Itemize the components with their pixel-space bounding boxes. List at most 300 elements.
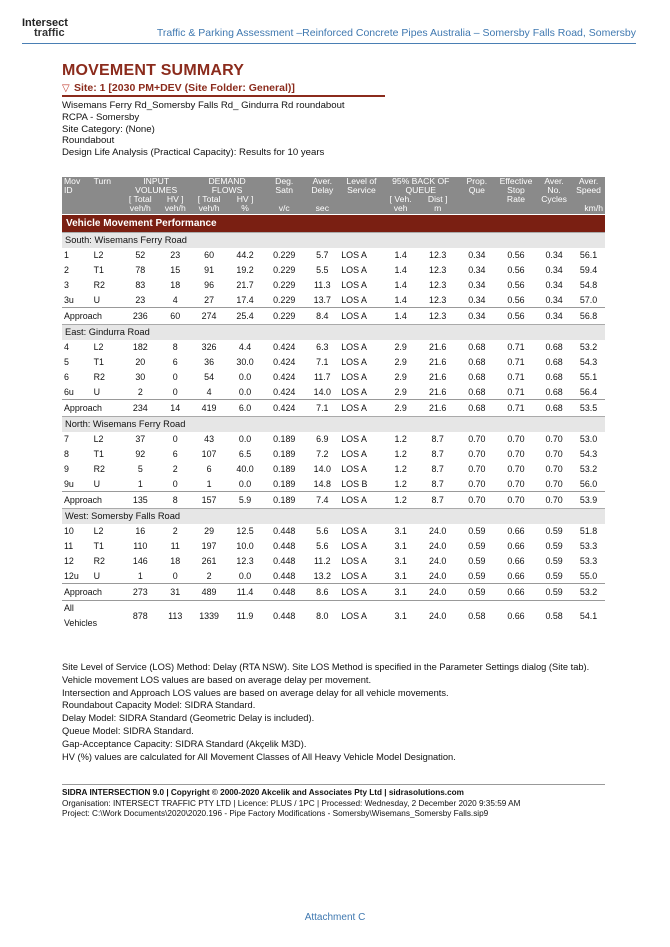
table-cell: 24.0 [418, 601, 458, 632]
unit-sec: sec [305, 204, 339, 215]
table-cell: 53.3 [579, 556, 598, 566]
group-name: South: Wisemans Ferry Road [62, 233, 605, 248]
approach-row [62, 400, 605, 417]
table-cell: 2 [206, 570, 212, 581]
table-cell: 0.34 [468, 250, 486, 260]
table-cell: 0.68 [545, 372, 563, 382]
table-cell: 6u [64, 386, 74, 397]
table-cell: 0.59 [468, 556, 486, 566]
col-input: INPUT [121, 177, 191, 186]
table-cell: 0.189 [263, 492, 305, 509]
group-name: North: Wisemans Ferry Road [62, 417, 605, 432]
table-cell: 2.9 [384, 400, 418, 417]
col-total: [ Total [191, 195, 227, 204]
col-aver-no: Aver. [536, 177, 572, 186]
table-cell: 56.4 [579, 386, 598, 397]
table-cell: L2 [93, 342, 104, 352]
table-cell: 21.6 [429, 357, 447, 367]
table-cell: 0.70 [545, 434, 563, 444]
approach-row [62, 308, 605, 325]
footer-organisation: Organisation: INTERSECT TRAFFIC PTY LTD | Licence: PLUS / 1PC | Processed: Wednesday, 2 December 2020 9:35:59 AM [62, 798, 521, 808]
table-cell: 1.2 [394, 434, 407, 444]
table-cell: 3.1 [394, 570, 407, 581]
site-info [62, 100, 345, 159]
table-cell: 14.0 [313, 386, 331, 397]
table-cell: 21.6 [429, 386, 447, 397]
col-rate: Rate [496, 195, 536, 204]
info-line: Wisemans Ferry Rd_Somersby Falls Rd_ Gindurra Rd roundabout [62, 100, 345, 111]
table-cell: 2 [137, 386, 143, 397]
note-line: Site Level of Service (LOS) Method: Delay (RTA NSW). Site LOS Method is specified in the Parameter Settings dialog (Site tab). [62, 662, 590, 672]
table-cell: 13.2 [313, 570, 331, 581]
table-cell: 60 [204, 250, 215, 260]
table-cell: 2.9 [394, 357, 407, 367]
table-row [62, 539, 605, 554]
table-cell: 0.56 [496, 308, 536, 325]
table-cell: 8.4 [305, 308, 339, 325]
page-title: MOVEMENT SUMMARY [62, 62, 245, 79]
approach-row [62, 492, 605, 509]
table-cell: 9u [64, 478, 74, 489]
table-cell: 157 [191, 492, 227, 509]
table-cell: 0.448 [263, 601, 305, 632]
col-total: [ Total [121, 195, 159, 204]
table-cell: 8 [64, 449, 69, 459]
table-cell: 8.7 [418, 492, 458, 509]
table-cell: 24.0 [429, 570, 447, 581]
footer [62, 784, 605, 820]
table-cell: 0.70 [496, 492, 536, 509]
table-cell: 0.59 [468, 570, 486, 581]
col-turn: Turn [92, 177, 122, 186]
table-cell: 197 [201, 541, 217, 551]
table-cell: 19.2 [236, 265, 254, 275]
table-cell: LOS A [339, 584, 383, 601]
table-cell: LOS A [341, 449, 367, 459]
col-que: Que [458, 186, 496, 195]
unit-vc: v/c [263, 204, 305, 215]
table-cell: 1.4 [394, 250, 407, 260]
table-cell: 0.68 [545, 386, 563, 397]
table-cell: R2 [93, 464, 105, 474]
table-cell: 96 [204, 280, 215, 290]
all-vehicles-text [64, 601, 119, 631]
table-cell: 0.66 [496, 601, 536, 632]
table-cell: 0.229 [263, 308, 305, 325]
table-cell: LOS A [341, 434, 367, 444]
table-cell: 0 [172, 570, 178, 581]
table-cell: 0.70 [468, 464, 486, 474]
table-cell: 0.70 [507, 464, 525, 474]
table-cell: 0.70 [545, 478, 563, 489]
table-cell: 0.0 [238, 478, 252, 489]
table-cell: 1 [206, 478, 212, 489]
table-cell: 0.34 [468, 294, 486, 305]
table-cell: 2 [172, 526, 178, 536]
table-cell: LOS A [341, 526, 367, 536]
table-cell: 0.229 [273, 250, 296, 260]
note-line: Queue Model: SIDRA Standard. [62, 725, 194, 736]
table-cell: 11.9 [227, 601, 263, 632]
movement-table [62, 177, 605, 631]
table-cell: 31 [159, 584, 191, 601]
approach-label: Approach [62, 492, 121, 509]
unit-vehh: veh/h [121, 204, 159, 215]
table-cell: 0 [172, 386, 178, 397]
table-cell: 0.66 [507, 541, 525, 551]
table-cell: L2 [93, 526, 104, 536]
table-cell: 0.59 [468, 541, 486, 551]
col-no: No. [536, 186, 572, 195]
table-cell: 0.0 [238, 372, 252, 382]
table-cell: 107 [201, 449, 217, 459]
table-cell: 273 [121, 584, 159, 601]
table-row [62, 248, 605, 263]
table-cell: 0.70 [507, 434, 525, 444]
table-cell: 44.2 [236, 250, 254, 260]
info-line: Design Life Analysis (Practical Capacity): Results for 10 years [62, 147, 325, 159]
group-name: West: Somersby Falls Road [62, 509, 605, 524]
table-cell: LOS A [341, 280, 367, 290]
table-row [62, 447, 605, 462]
table-cell: LOS A [341, 541, 367, 551]
table-cell: 18 [170, 556, 181, 566]
table-row [62, 569, 605, 584]
col-aver-delay: Aver. [305, 177, 339, 186]
table-cell: 15 [170, 265, 181, 275]
table-cell: 7.1 [305, 400, 339, 417]
table-cell: 9 [64, 464, 69, 474]
table-cell: 4 [206, 386, 212, 397]
note-line: HV (%) values are calculated for All Movement Classes of All Heavy Vehicle Model Designation. [62, 751, 456, 762]
table-cell: 30 [135, 372, 146, 382]
table-cell: 0.229 [273, 265, 296, 275]
table-cell: 236 [121, 308, 159, 325]
table-cell: 18 [170, 280, 181, 290]
table-cell: 0 [172, 434, 178, 444]
table-cell: 5 [64, 357, 69, 367]
table-cell: 0.448 [273, 526, 296, 536]
table-cell: 1.4 [384, 308, 418, 325]
table-cell: 3.1 [384, 584, 418, 601]
table-cell: 2.9 [394, 342, 407, 352]
table-cell: 10.0 [236, 541, 254, 551]
table-cell: 8.0 [305, 601, 339, 632]
table-cell: 12.3 [429, 265, 447, 275]
table-cell: 3.1 [394, 541, 407, 551]
notes [62, 661, 589, 763]
table-cell: R2 [93, 280, 105, 290]
site-label: Site: 1 [2030 PM+DEV (Site Folder: General)] [74, 82, 295, 94]
col-queue: QUEUE [384, 186, 458, 195]
table-header [62, 177, 605, 215]
table-row [62, 432, 605, 447]
note-line: Delay Model: SIDRA Standard (Geometric Delay is included). [62, 713, 315, 724]
table-cell: 234 [121, 400, 159, 417]
table-cell: 0.448 [273, 556, 296, 566]
table-cell: 0.0 [238, 386, 252, 397]
table-cell: 24.0 [429, 526, 447, 536]
table-cell: 52 [135, 250, 146, 260]
table-row [62, 385, 605, 400]
table-cell: 36 [204, 357, 215, 367]
table-row [62, 524, 605, 539]
table-cell: 0.71 [507, 342, 525, 352]
movement-table-wrapper [62, 177, 605, 631]
table-cell: 1.4 [394, 280, 407, 290]
logo-line2: traffic [34, 27, 65, 39]
table-cell: 3.1 [394, 526, 407, 536]
table-cell: 11 [64, 541, 74, 551]
table-cell: U [93, 386, 101, 397]
table-cell: 8 [172, 342, 178, 352]
group-name: East: Gindurra Road [62, 325, 605, 340]
table-cell: 3.1 [394, 556, 407, 566]
table-row [62, 278, 605, 293]
group-header [62, 417, 605, 432]
table-cell: 0 [172, 372, 178, 382]
table-cell: 0.70 [468, 449, 486, 459]
table-cell: 0.59 [545, 526, 563, 536]
table-cell: 53.5 [572, 400, 605, 417]
table-cell: 23 [170, 250, 181, 260]
table-cell: 0.71 [507, 372, 525, 382]
table-cell: 0.70 [507, 478, 525, 489]
table-cell: 8.7 [431, 478, 444, 489]
table-cell: 489 [191, 584, 227, 601]
table-cell: 12.3 [429, 250, 447, 260]
col-back-of: 95% BACK OF [384, 177, 458, 186]
table-cell: 1339 [191, 601, 227, 632]
company-logo [22, 18, 68, 38]
table-cell: 12.3 [236, 556, 254, 566]
table-cell: 5.7 [316, 250, 329, 260]
table-cell: 182 [132, 342, 148, 352]
table-cell: 6.0 [227, 400, 263, 417]
col-dist: Dist ] [418, 195, 458, 204]
table-row [62, 477, 605, 492]
table-cell: 5 [137, 464, 143, 474]
table-cell: 0.68 [468, 342, 486, 352]
table-cell: 0.56 [507, 280, 525, 290]
table-cell: T1 [93, 541, 104, 551]
table-cell: 0.229 [273, 280, 296, 290]
table-cell: 40.0 [236, 464, 254, 474]
table-row [62, 370, 605, 385]
table-cell: 7.4 [305, 492, 339, 509]
table-cell: 53.9 [572, 492, 605, 509]
footer-project: Project: C:\Work Documents\2020\2020.196 - Pipe Factory Modifications - Somersby\Wisemans_Somersby Falls.sip9 [62, 809, 489, 818]
table-cell: 113 [159, 601, 191, 632]
table-cell: 11.2 [314, 556, 331, 566]
table-cell: 0.59 [536, 584, 572, 601]
table-cell: 2.9 [394, 386, 407, 397]
table-cell: LOS A [341, 357, 367, 367]
table-cell: 0.68 [468, 372, 486, 382]
table-cell: LOS A [341, 342, 367, 352]
table-cell: 21.6 [429, 342, 447, 352]
table-cell: 4 [64, 342, 69, 352]
table-cell: 13.7 [313, 294, 331, 305]
table-cell: 25.4 [227, 308, 263, 325]
table-cell: 20 [135, 357, 146, 367]
table-cell: T1 [93, 357, 104, 367]
table-cell: 30.0 [236, 357, 254, 367]
col-prop: Prop. [458, 177, 496, 186]
table-cell: 0.448 [273, 570, 296, 581]
footer-copyright: SIDRA INTERSECTION 9.0 | Copyright © 2000-2020 Akcelik and Associates Pty Ltd | sidrasolutions.com [62, 788, 464, 797]
table-cell: 0.70 [468, 434, 486, 444]
all-vehicles-label [62, 601, 121, 632]
table-cell: 12 [64, 556, 74, 566]
col-hv: HV ] [159, 195, 191, 204]
table-cell: 0.448 [273, 541, 296, 551]
table-cell: 14.0 [313, 464, 331, 474]
table-cell: 27 [204, 294, 215, 305]
all-vehicles-row [62, 601, 605, 632]
table-cell: 54 [204, 372, 215, 382]
table-cell: 0.70 [458, 492, 496, 509]
table-cell: 0.0 [238, 570, 252, 581]
table-cell: 0.66 [507, 556, 525, 566]
table-cell: 1.2 [394, 449, 407, 459]
table-cell: 37 [135, 434, 146, 444]
table-cell: LOS A [341, 372, 367, 382]
table-cell: 0.71 [507, 357, 525, 367]
table-cell: 419 [191, 400, 227, 417]
table-cell: 0.59 [468, 526, 486, 536]
col-stop: Stop [496, 186, 536, 195]
info-line: RCPA - Somersby [62, 111, 140, 123]
table-cell: 54.1 [572, 601, 605, 632]
table-cell: 0.68 [468, 357, 486, 367]
table-cell: 10 [64, 526, 74, 536]
col-deg: Deg. [263, 177, 305, 186]
col-effective: Effective [496, 177, 536, 186]
table-cell: LOS B [341, 478, 368, 489]
table-cell: 24.0 [429, 556, 447, 566]
table-cell: 0.68 [468, 386, 486, 397]
table-cell: LOS A [339, 492, 383, 509]
unit-kmh: km/h [572, 204, 605, 215]
table-cell: LOS A [341, 464, 367, 474]
table-cell: 0.424 [273, 386, 296, 397]
group-header [62, 509, 605, 524]
table-cell: 12u [64, 570, 79, 581]
table-cell: 0.189 [273, 464, 296, 474]
table-cell: 21.7 [236, 280, 254, 290]
group-header [62, 325, 605, 340]
table-cell: LOS A [341, 556, 367, 566]
table-cell: 14.8 [313, 478, 331, 489]
table-cell: 0.66 [507, 570, 525, 581]
table-cell: 57.0 [579, 294, 598, 305]
table-cell: 11 [170, 541, 180, 551]
table-cell: 3u [64, 294, 74, 305]
table-cell: 43 [204, 434, 215, 444]
unit-vehh: veh/h [159, 204, 191, 215]
unit-pct: % [227, 204, 263, 215]
table-cell: 2.9 [394, 372, 407, 382]
table-cell: LOS A [341, 386, 367, 397]
table-cell: 17.4 [236, 294, 254, 305]
table-cell: 56.1 [579, 250, 598, 260]
table-cell: LOS A [339, 601, 383, 632]
col-service: Service [339, 186, 383, 195]
table-cell: 54.3 [579, 449, 598, 459]
table-cell: 110 [133, 541, 148, 551]
table-cell: 6 [206, 464, 212, 474]
table-cell: 54.3 [579, 357, 598, 367]
table-cell: 16 [135, 526, 146, 536]
table-title: Vehicle Movement Performance [62, 215, 605, 233]
table-cell: 5.5 [316, 265, 329, 275]
table-cell: 1.2 [394, 464, 407, 474]
table-cell: 1.4 [394, 294, 407, 305]
table-cell: 0.70 [468, 478, 486, 489]
table-cell: 0.424 [273, 372, 296, 382]
note-line: Vehicle movement LOS values are based on average delay per movement. [62, 674, 372, 685]
table-cell: 0.71 [507, 386, 525, 397]
vehicles-label: Vehicles [64, 618, 98, 628]
table-cell: 12.5 [236, 526, 254, 536]
table-cell: 11.4 [227, 584, 263, 601]
table-cell: U [93, 478, 101, 489]
table-cell: 0.58 [458, 601, 496, 632]
table-cell: 92 [135, 449, 146, 459]
table-cell: 53.2 [579, 464, 598, 474]
table-cell: 1.2 [394, 478, 407, 489]
table-cell: LOS A [339, 308, 383, 325]
table-cell: 24.0 [418, 584, 458, 601]
table-cell: 24.0 [429, 541, 447, 551]
table-cell: 0.68 [545, 342, 563, 352]
table-cell: 56.0 [579, 478, 598, 489]
table-cell: L2 [93, 250, 104, 260]
table-cell: R2 [93, 372, 105, 382]
note-line: Roundabout Capacity Model: SIDRA Standard. [62, 700, 256, 711]
table-cell: 12.3 [418, 308, 458, 325]
table-cell: 0.70 [545, 449, 563, 459]
col-satn: Satn [263, 186, 305, 195]
table-cell: 0.189 [273, 434, 296, 444]
table-cell: 1 [64, 250, 69, 260]
unit-m: m [418, 204, 458, 215]
table-cell: 0.68 [536, 400, 572, 417]
table-cell: 0.34 [545, 280, 563, 290]
table-cell: LOS A [341, 265, 367, 275]
table-cell: LOS A [341, 250, 367, 260]
table-cell: 91 [204, 265, 215, 275]
col-volumes: VOLUMES [121, 186, 191, 195]
col-id: ID [62, 186, 92, 195]
table-cell: 8.6 [305, 584, 339, 601]
table-cell: 11.7 [314, 372, 331, 382]
table-cell: 5.6 [316, 526, 329, 536]
table-cell: 0.70 [545, 464, 563, 474]
table-cell: 0.34 [458, 308, 496, 325]
table-cell: 3.1 [384, 601, 418, 632]
table-cell: 0.58 [536, 601, 572, 632]
table-row [62, 293, 605, 308]
table-cell: 5.6 [316, 541, 329, 551]
table-cell: 0.56 [507, 265, 525, 275]
table-cell: 0.68 [545, 357, 563, 367]
table-cell: 12.3 [429, 280, 447, 290]
approach-label: Approach [62, 308, 121, 325]
table-row [62, 340, 605, 355]
table-cell: 0.59 [545, 556, 563, 566]
